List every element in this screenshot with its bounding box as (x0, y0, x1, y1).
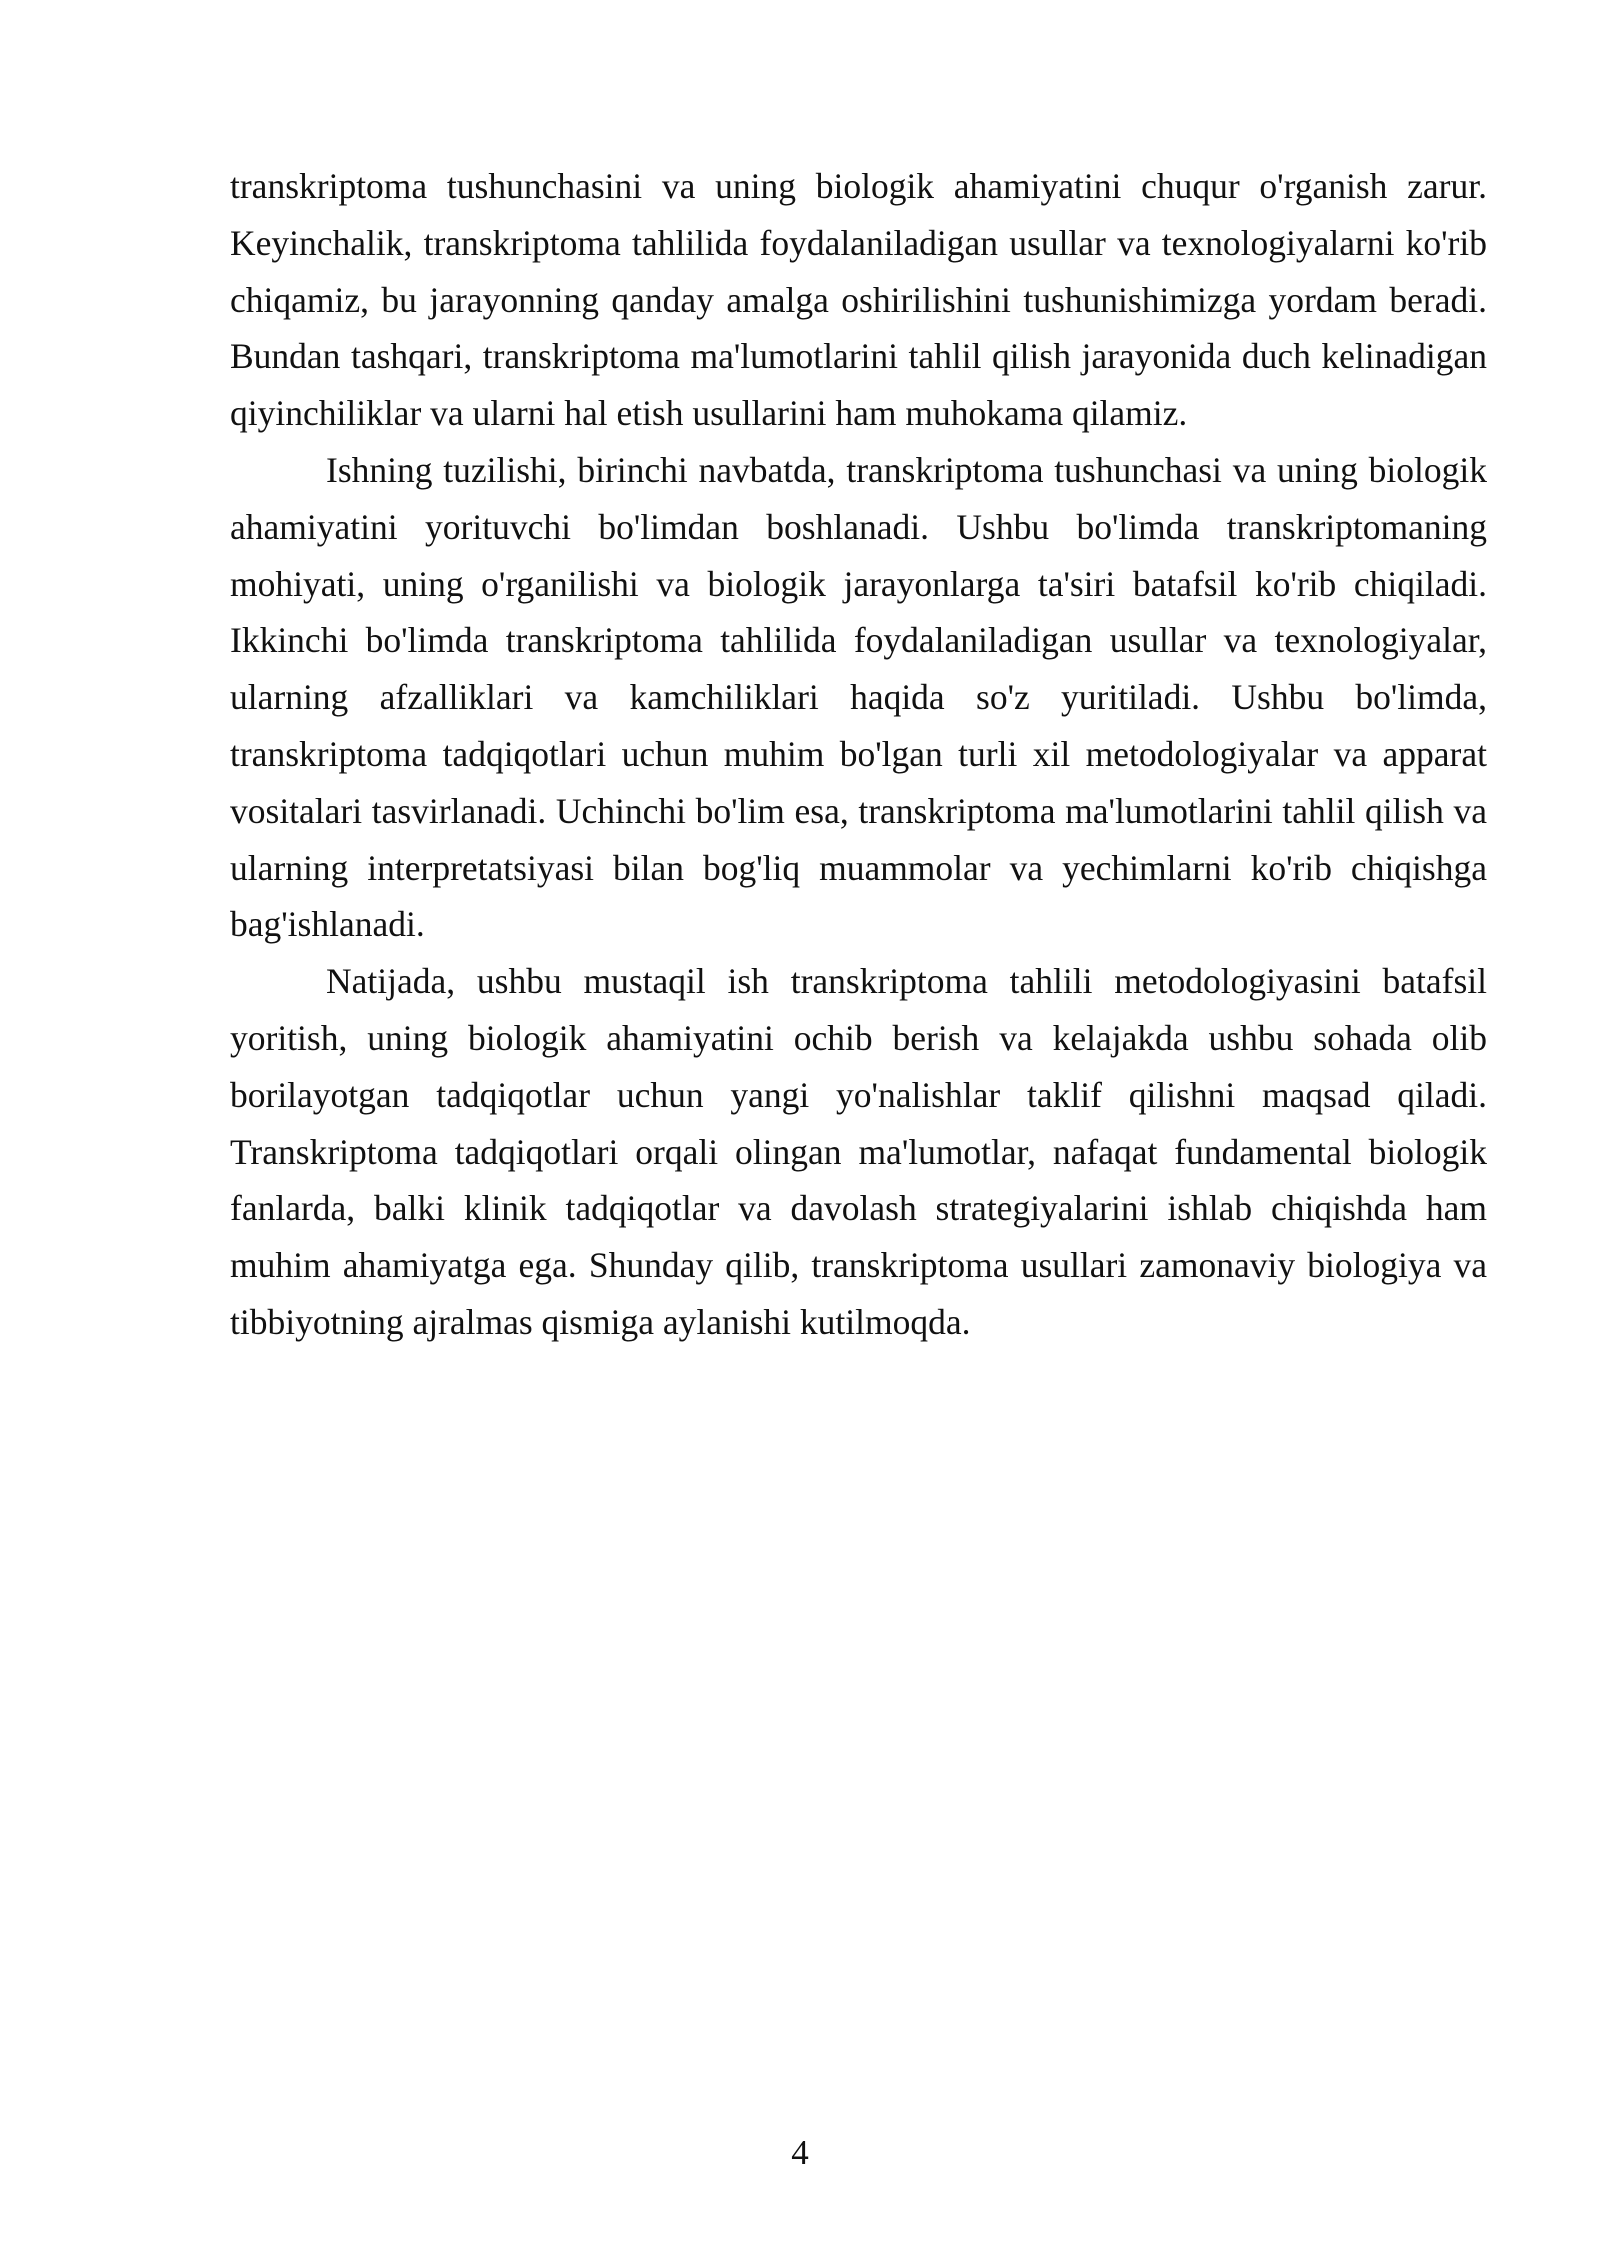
document-body (230, 158, 1487, 1351)
page-number: 4 (791, 2133, 809, 2172)
paragraph-structure: Ishning tuzilishi, birinchi navbatda, transkriptoma tushunchasi va uning biologik ahamiyatini yorituvchi bo'limdan boshlanadi. Ushbu bo'limda transkriptomaning mohiyati, uning o'rganilishi va biologik jarayonlarga ta'siri batafsil ko'rib chiqiladi. Ikkinchi bo'limda transkriptoma tahlilida foydalaniladigan usullar va texnologiyalar, ularning afzalliklari va kamchiliklari haqida so'z yuritiladi. Ushbu bo'limda, transkriptoma tadqiqotlari uchun muhim bo'lgan turli xil metodologiyalar va apparat vositalari tasvirlanadi. Uchinchi bo'lim esa, transkriptoma ma'lumotlarini tahlil qilish va ularning interpretatsiyasi bilan bog'liq muammolar va yechimlarni ko'rib chiqishga bag'ishlanadi. (230, 449, 1487, 945)
paragraph-continuation: transkriptoma tushunchasini va uning biologik ahamiyatini chuqur o'rganish zarur. Keyinchalik, transkriptoma tahlilida foydalaniladigan usullar va texnologiyalarni ko'rib chiqamiz, bu jarayonning qanday amalga oshirilishini tushunishimizga yordam beradi. Bundan tashqari, transkriptoma ma'lumotlarini tahlil qilish jarayonida duch kelinadigan qiyinchiliklar va ularni hal etish usullarini ham muhokama qilamiz. (230, 166, 1487, 434)
paragraph-conclusion: Natijada, ushbu mustaqil ish transkriptoma tahlili metodologiyasini batafsil yoritish, uning biologik ahamiyatini ochib berish va kelajakda ushbu sohada olib borilayotgan tadqiqotlar uchun yangi yo'nalishlar taklif qilishni maqsad qiladi. Transkriptoma tadqiqotlari orqali olingan ma'lumotlar, nafaqat fundamental biologik fanlarda, balki klinik tadqiqotlar va davolash strategiyalarini ishlab chiqishda ham muhim ahamiyatga ega. Shunday qilib, transkriptoma usullari zamonaviy biologiya va tibbiyotning ajralmas qismiga aylanishi kutilmoqda. (230, 961, 1487, 1342)
